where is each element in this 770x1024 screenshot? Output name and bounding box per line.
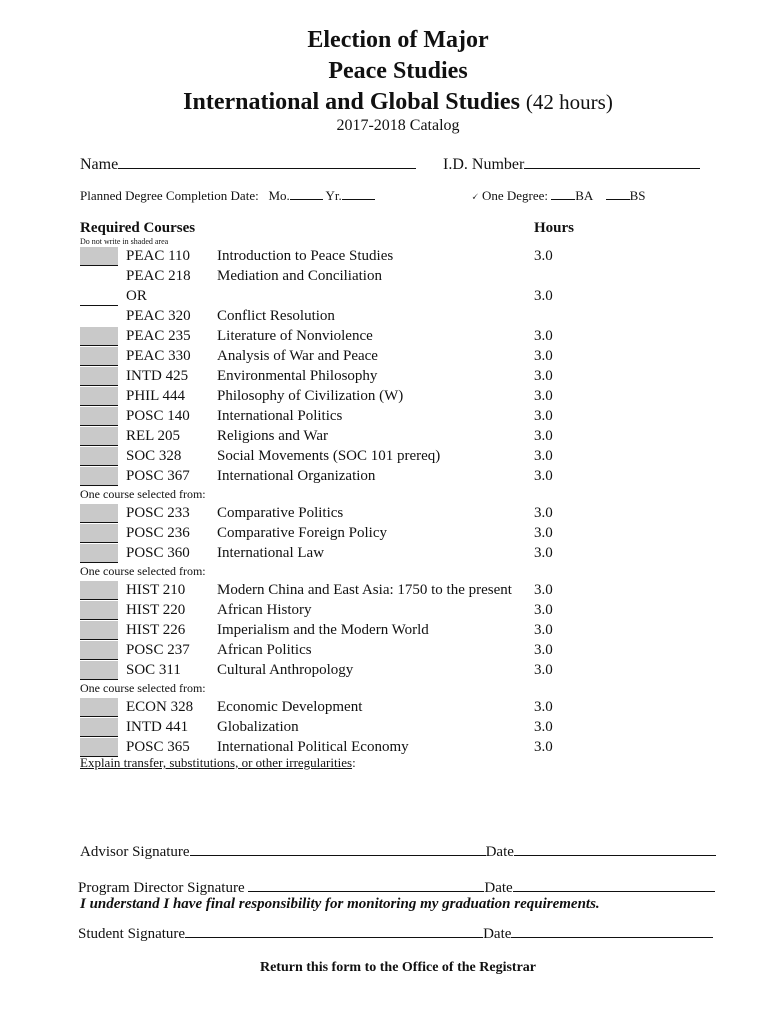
course-row (80, 660, 560, 680)
course-code: SOC 311 (126, 662, 181, 678)
advisor-date-field[interactable] (514, 841, 716, 856)
course-code: POSC 367 (126, 468, 190, 484)
course-hours: 3.0 (534, 699, 553, 715)
advisor-date-label: Date (485, 844, 514, 860)
course-code: PEAC 110 (126, 248, 191, 264)
course-code: OR (126, 288, 147, 304)
grade-entry-field[interactable] (80, 367, 118, 386)
course-code: POSC 140 (126, 408, 190, 424)
planned-date-label: Planned Degree Completion Date: (80, 188, 259, 203)
course-name: Modern China and East Asia: 1750 to the present (217, 582, 512, 598)
student-signature-field[interactable] (185, 923, 483, 938)
course-row (80, 246, 560, 266)
bs-label: BS (629, 188, 646, 203)
course-code: POSC 237 (126, 642, 190, 658)
course-row (80, 466, 560, 486)
course-code: PEAC 235 (126, 328, 191, 344)
course-code: PEAC 330 (126, 348, 191, 364)
course-row (80, 697, 560, 717)
course-row (80, 523, 560, 543)
course-hours: 3.0 (534, 622, 553, 638)
course-name: Social Movements (SOC 101 prereq) (217, 448, 441, 464)
title-hours: (42 hours) (525, 90, 613, 114)
responsibility-statement: I understand I have final responsibility for monitoring my graduation requirements. (80, 896, 600, 912)
course-name: International Law (217, 545, 325, 561)
grade-entry-field[interactable] (80, 287, 118, 306)
course-name: Economic Development (217, 699, 363, 715)
course-name: Philosophy of Civilization (W) (217, 388, 404, 404)
id-row (443, 154, 700, 174)
course-name: Literature of Nonviolence (217, 328, 373, 344)
student-signature-row (78, 923, 713, 943)
course-row (80, 620, 560, 640)
course-code: REL 205 (126, 428, 181, 444)
course-name: Mediation and Conciliation (217, 268, 382, 284)
course-name: African History (217, 602, 312, 618)
check-icon: 🗸 (471, 190, 479, 203)
course-code: HIST 210 (126, 582, 186, 598)
course-hours: 3.0 (534, 408, 553, 424)
ba-label: BA (575, 188, 593, 203)
student-date-label: Date (483, 926, 512, 942)
grade-entry-field[interactable] (80, 544, 118, 563)
course-row (80, 326, 560, 346)
explain-label: Explain transfer, substitutions, or other irregularities (80, 755, 353, 770)
id-field[interactable] (524, 154, 700, 169)
title-line-1: Election of Major (307, 27, 489, 53)
course-hours: 3.0 (534, 328, 553, 344)
advisor-signature-label: Advisor Signature (80, 844, 190, 860)
catalog-year: 2017-2018 Catalog (336, 117, 460, 134)
director-signature-field[interactable] (248, 877, 484, 892)
course-hours: 3.0 (534, 642, 553, 658)
course-hours: 3.0 (534, 428, 553, 444)
grade-entry-field[interactable] (80, 467, 118, 486)
grade-entry-field[interactable] (80, 581, 118, 600)
year-field[interactable] (342, 188, 375, 200)
course-row (80, 600, 560, 620)
course-code: HIST 226 (126, 622, 186, 638)
grade-entry-field[interactable] (80, 504, 118, 523)
course-code: INTD 425 (126, 368, 189, 384)
course-hours: 3.0 (534, 662, 553, 678)
degree-row (471, 188, 646, 204)
group-label: One course selected from: (80, 681, 206, 695)
grade-entry-field[interactable] (80, 247, 118, 266)
grade-entry-field[interactable] (80, 427, 118, 446)
grade-entry-field[interactable] (80, 621, 118, 640)
month-field[interactable] (290, 188, 323, 200)
month-label: Mo. (268, 188, 290, 203)
name-label: Name (80, 156, 119, 173)
course-row (80, 580, 560, 600)
course-name: Analysis of War and Peace (217, 348, 378, 364)
course-hours: 3.0 (534, 248, 553, 264)
group-label: One course selected from: (80, 487, 206, 501)
course-hours: 3.0 (534, 388, 553, 404)
course-code: POSC 236 (126, 525, 190, 541)
course-name: Environmental Philosophy (217, 368, 378, 384)
title-line-3 (0, 88, 770, 116)
grade-entry-field[interactable] (80, 327, 118, 346)
course-row (80, 406, 560, 426)
course-row (80, 640, 560, 660)
course-hours: 3.0 (534, 505, 553, 521)
course-name: Comparative Politics (217, 505, 344, 521)
course-code: ECON 328 (126, 699, 194, 715)
course-row (80, 306, 560, 326)
course-code: POSC 360 (126, 545, 190, 561)
student-date-field[interactable] (511, 923, 713, 938)
course-row (80, 717, 560, 737)
course-hours: 3.0 (534, 448, 553, 464)
course-code: HIST 220 (126, 602, 186, 618)
course-row (80, 346, 560, 366)
director-signature-row (78, 877, 715, 897)
course-hours: 3.0 (534, 468, 553, 484)
course-name: International Political Economy (217, 739, 409, 755)
grade-entry-field[interactable] (80, 698, 118, 717)
course-code: PEAC 320 (126, 308, 191, 324)
grade-entry-field[interactable] (80, 601, 118, 620)
course-hours: 3.0 (534, 545, 553, 561)
course-hours: 3.0 (534, 602, 553, 618)
course-row (80, 266, 560, 286)
course-row (80, 543, 560, 563)
course-name: Cultural Anthropology (217, 662, 354, 678)
course-hours: 3.0 (534, 525, 553, 541)
course-name: Conflict Resolution (217, 308, 335, 324)
course-code: PHIL 444 (126, 388, 186, 404)
course-row (80, 426, 560, 446)
shaded-area-note: Do not write in shaded area (80, 237, 169, 246)
course-code: POSC 233 (126, 505, 190, 521)
course-hours: 3.0 (534, 739, 553, 755)
ba-field[interactable] (551, 188, 575, 200)
director-signature-label: Program Director Signature (78, 880, 245, 896)
course-code: SOC 328 (126, 448, 182, 464)
bs-field[interactable] (606, 188, 630, 200)
grade-entry-field[interactable] (80, 661, 118, 680)
course-hours: 3.0 (534, 288, 553, 304)
return-form-note: Return this form to the Office of the Registrar (259, 960, 537, 975)
course-name: Imperialism and the Modern World (217, 622, 429, 638)
hours-heading: Hours (534, 220, 575, 236)
title-line-2: Peace Studies (328, 58, 468, 84)
degree-label: One Degree: (481, 188, 549, 203)
name-field[interactable] (118, 154, 416, 169)
planned-date-row (80, 188, 375, 204)
id-label: I.D. Number (443, 156, 525, 173)
grade-entry-field[interactable] (80, 447, 118, 466)
course-code: POSC 365 (126, 739, 190, 755)
course-hours: 3.0 (534, 348, 553, 364)
advisor-signature-field[interactable] (190, 841, 486, 856)
course-code: INTD 441 (126, 719, 189, 735)
course-name: Religions and War (217, 428, 328, 444)
course-name: Comparative Foreign Policy (217, 525, 387, 541)
explain-colon: : (352, 755, 356, 770)
course-name: Introduction to Peace Studies (217, 248, 394, 264)
required-courses-heading: Required Courses (80, 220, 196, 236)
year-label: Yr. (325, 188, 342, 203)
title-program: International and Global Studies (183, 89, 520, 115)
grade-entry-field[interactable] (80, 641, 118, 660)
advisor-signature-row (80, 841, 716, 861)
name-row (80, 154, 416, 174)
course-name: African Politics (217, 642, 312, 658)
explain-irregularities (80, 755, 356, 771)
course-hours: 3.0 (534, 719, 553, 735)
grade-entry-field[interactable] (80, 718, 118, 737)
director-date-label: Date (484, 880, 513, 896)
grade-entry-field[interactable] (80, 407, 118, 426)
course-name: Globalization (217, 719, 299, 735)
grade-entry-field[interactable] (80, 387, 118, 406)
course-hours: 3.0 (534, 368, 553, 384)
grade-entry-field[interactable] (80, 347, 118, 366)
director-date-field[interactable] (513, 877, 715, 892)
grade-entry-field[interactable] (80, 524, 118, 543)
course-row (80, 366, 560, 386)
course-row (80, 446, 560, 466)
course-hours: 3.0 (534, 582, 553, 598)
course-row (80, 737, 560, 757)
course-code: PEAC 218 (126, 268, 191, 284)
course-row (80, 286, 560, 306)
student-signature-label: Student Signature (78, 926, 186, 942)
course-name: International Politics (217, 408, 343, 424)
course-name: International Organization (217, 468, 376, 484)
course-row (80, 386, 560, 406)
group-label: One course selected from: (80, 564, 206, 578)
course-row (80, 503, 560, 523)
